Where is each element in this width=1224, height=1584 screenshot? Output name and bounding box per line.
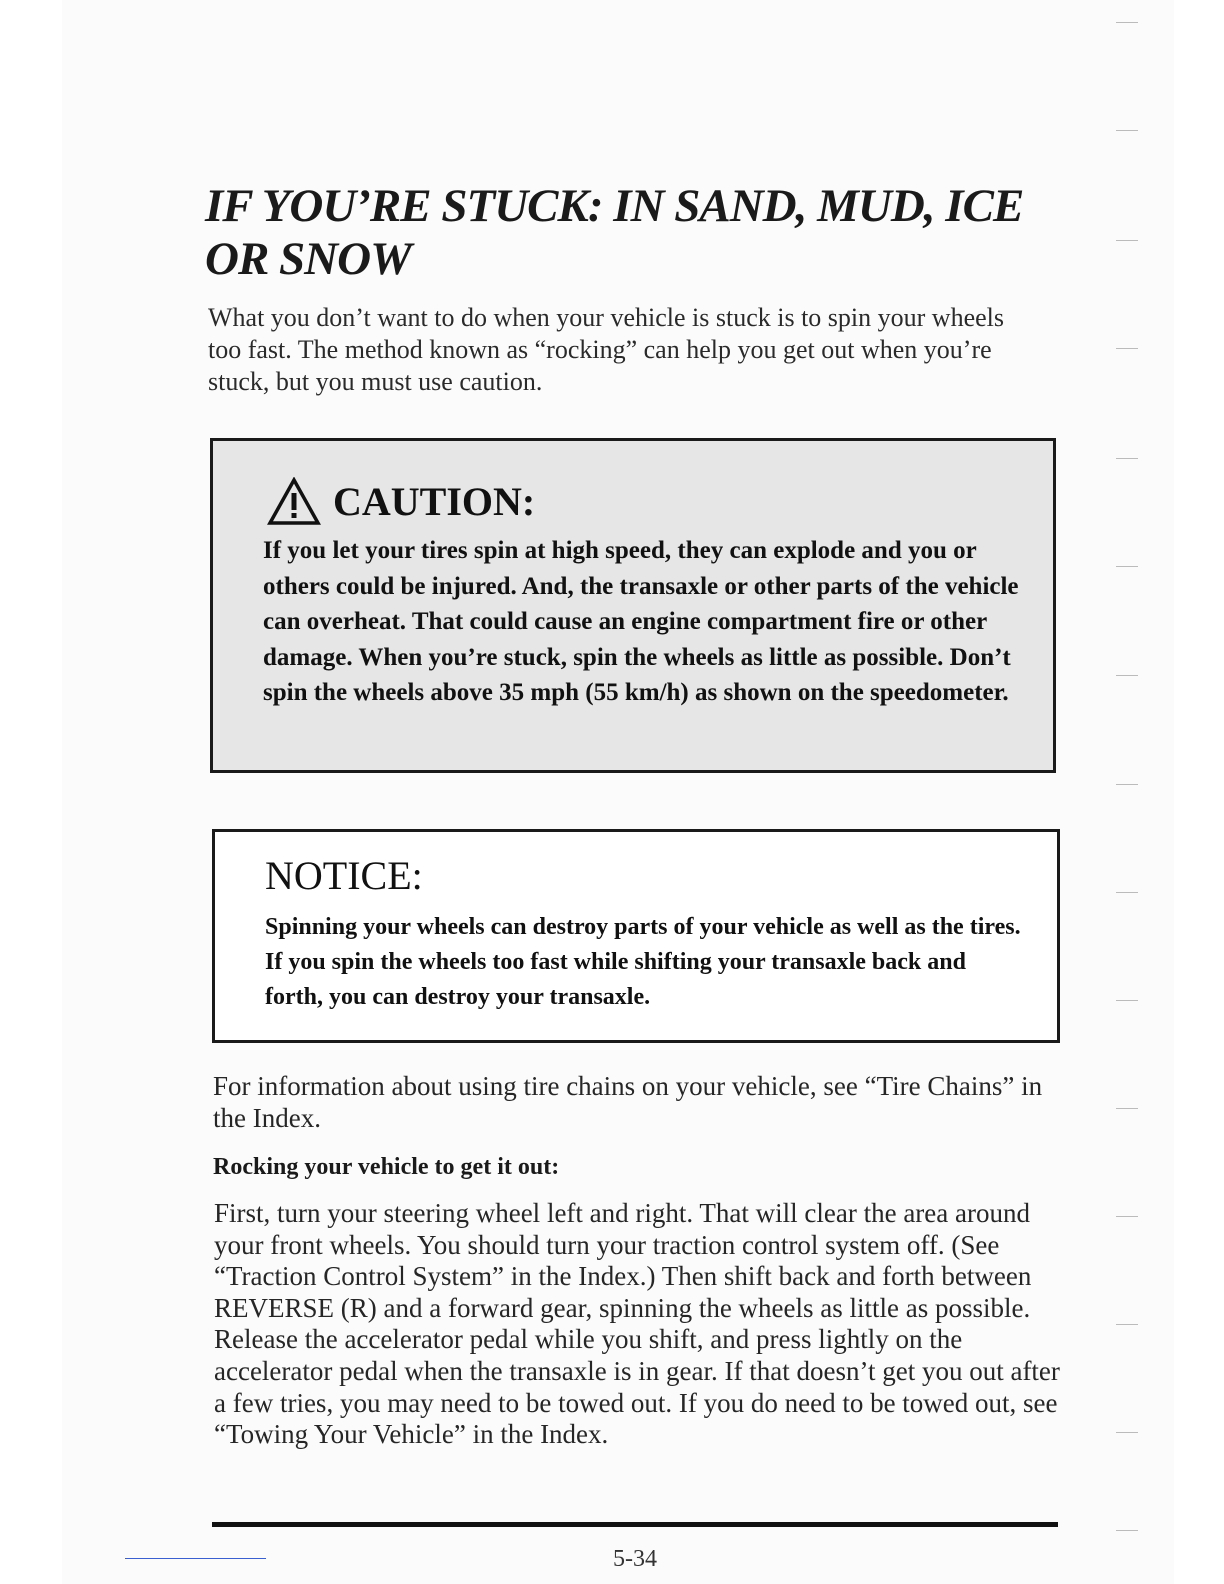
warning-triangle-icon xyxy=(267,477,321,527)
caution-heading xyxy=(267,477,535,527)
intro-paragraph: What you don’t want to do when your vehicle is stuck is to spin your wheels too fast. The method known as “rocking” can help you get out when you’re stuck, but you must use caution. xyxy=(208,303,1005,396)
notice-title: NOTICE: xyxy=(265,853,423,898)
caution-title: CAUTION: xyxy=(333,479,536,524)
notice-text: Spinning your wheels can destroy parts of your vehicle as well as the tires. If you spin the wheels too fast while shifting your transaxle back and forth, you can destroy your transaxle. xyxy=(265,914,1021,1010)
caution-box xyxy=(210,438,1056,773)
rocking-heading: Rocking your vehicle to get it out: xyxy=(213,1154,560,1180)
tire-chains-paragraph: For information about using tire chains on your vehicle, see “Tire Chains” in the Index. xyxy=(213,1071,1043,1133)
page-number: 5-34 xyxy=(613,1546,657,1572)
footer-rule xyxy=(212,1522,1058,1527)
page-title: IF YOU’RE STUCK: IN SAND, MUD, ICE OR SNOW xyxy=(205,180,1024,285)
footer-blue-rule xyxy=(125,1558,266,1559)
page-edge-marks xyxy=(1110,0,1150,1584)
rocking-paragraph: First, turn your steering wheel left and right. That will clear the area around your front wheels. You should turn your traction control system off. (See “Traction Control System” in the Index.) Then shift back and forth between REVERSE (R) and a forward gear, spinning the wheels as little as possible. Release the accelerator pedal while you shift, and press lightly on the accelerator pedal when the transaxle is in gear. If that doesn’t get you out after a few tries, you may need to be towed out. If you do need to be towed out, see “Towing Your Vehicle” in the Index. xyxy=(214,1198,1060,1450)
notice-box xyxy=(212,829,1060,1043)
caution-text: If you let your tires spin at high speed, they can explode and you or others could be injured. And, the transaxle or other parts of the vehicle can overheat. That could cause an engine compartment fire or other damage. When you’re stuck, spin the wheels as little as possible. Don’t spin the wheels above 35 mph (55 km/h) as shown on the speedometer. xyxy=(263,537,1019,706)
